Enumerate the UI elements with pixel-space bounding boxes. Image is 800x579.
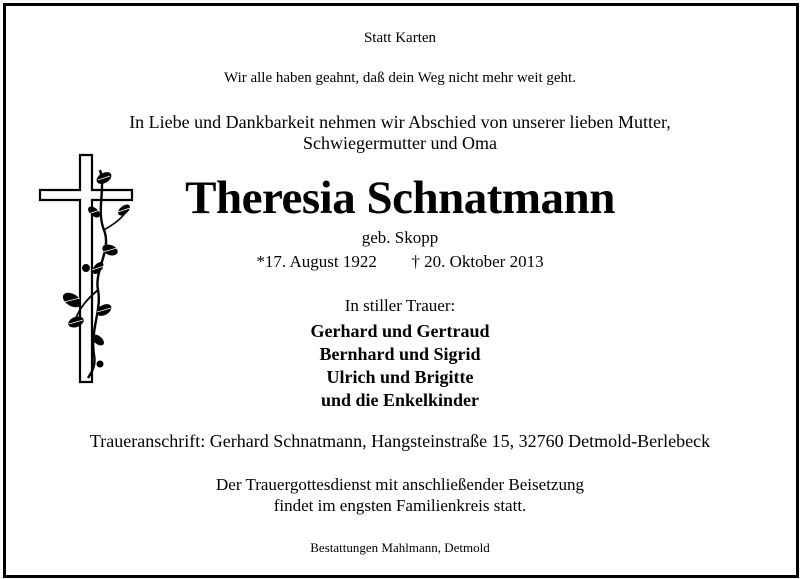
maiden-name: geb. Skopp <box>361 228 439 247</box>
mourners-heading: In stiller Trauer: <box>344 296 456 315</box>
statt-karten: Statt Karten <box>363 30 437 46</box>
mourning-address: Traueranschrift: Gerhard Schnatmann, Hangsteinstraße 15, 32760 Detmold-Berlebeck <box>89 431 711 451</box>
quote: Wir alle haben geahnt, daß dein Weg nicht mehr weit geht. <box>224 70 576 86</box>
deceased-name: Theresia Schnatmann <box>185 172 615 224</box>
mourner-3: Ulrich und Brigitte <box>326 367 474 387</box>
cross-with-vine-icon <box>36 150 136 390</box>
mourner-4: und die Enkelkinder <box>320 390 480 410</box>
mourner-2: Bernhard und Sigrid <box>319 344 481 364</box>
undertaker: Bestattungen Mahlmann, Detmold <box>310 540 490 555</box>
service-line-2: findet im engsten Familienkreis statt. <box>273 496 527 515</box>
mourner-1: Gerhard und Gertraud <box>310 321 490 341</box>
service-line-1: Der Trauergottesdienst mit anschließender Beisetzung <box>216 475 584 494</box>
intro-line-2: Schwiegermutter und Oma <box>303 133 497 153</box>
birth-date: *17. August 1922 <box>256 252 377 271</box>
intro-line-1: In Liebe und Dankbarkeit nehmen wir Abschied von unserer lieben Mutter, <box>129 112 671 132</box>
death-date: † 20. Oktober 2013 <box>411 252 544 271</box>
